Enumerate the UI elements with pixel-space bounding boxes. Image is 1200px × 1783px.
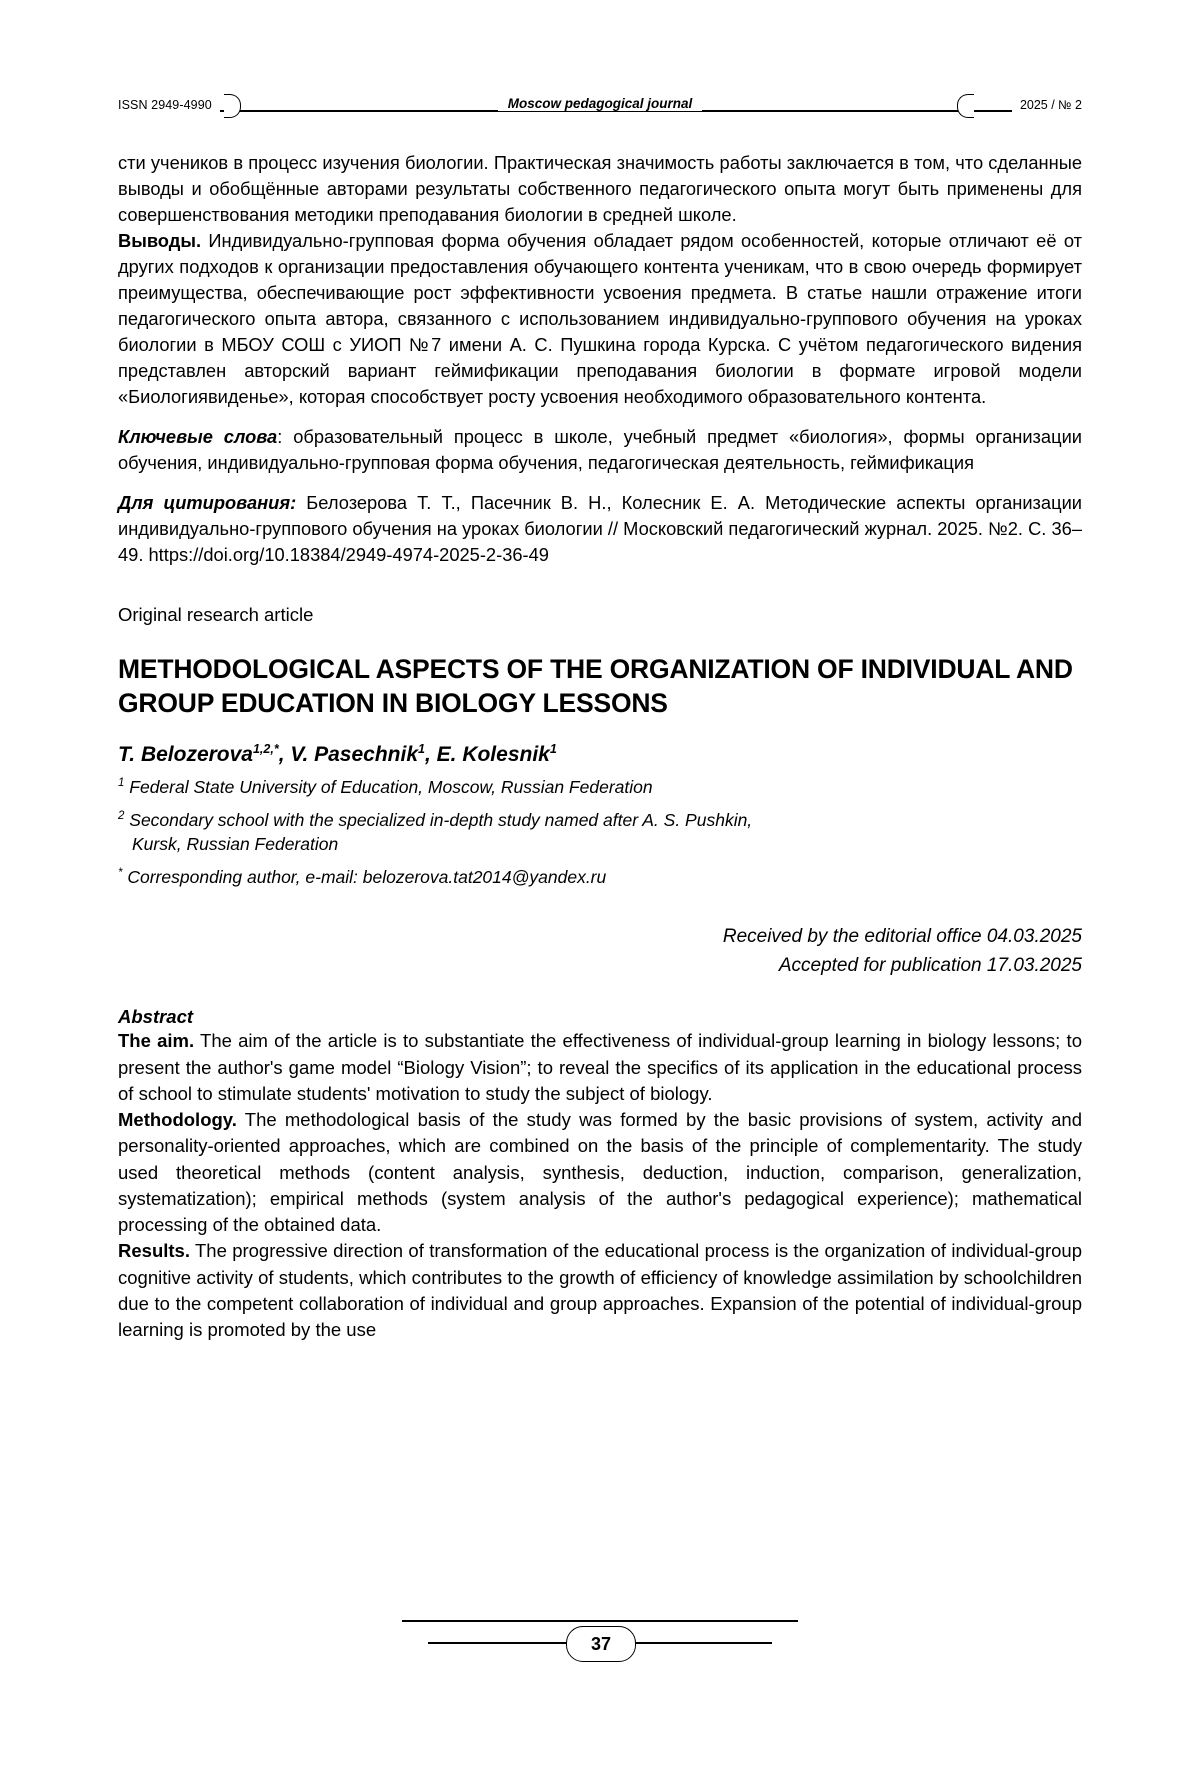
corresponding-author-text: Corresponding author, e-mail: belozerova.tat2014@yandex.ru: [127, 866, 607, 887]
affiliation-2-text: Secondary school with the specialized in-depth study named after A. S. Pushkin,: [129, 809, 753, 830]
abstract-ru-citation: [118, 490, 1082, 568]
author-1: T. Belozerova: [118, 743, 253, 767]
footer-rule-top: [402, 1620, 798, 1622]
affiliation-2-cont: Kursk, Russian Federation: [132, 833, 339, 854]
author-3-sup: 1: [549, 742, 557, 757]
author-sep-1: ,: [278, 743, 291, 767]
journal-title: [118, 96, 1082, 111]
author-3: E. Kolesnik: [436, 743, 550, 767]
affiliation-1-marker: 1: [118, 777, 125, 790]
author-2-sup: 1: [418, 742, 425, 757]
citation-label: Для цитирования:: [118, 491, 297, 513]
results-text: The progressive direction of transformation of the educational process is the organization of individual-group cognitive activity of students, which contributes to the growth of efficiency of knowledge assimilation by schoolchildren due to the competent collaboration of individual and group approaches. Expansion of the potential of individual-group learning is promoted by the use: [118, 1240, 1082, 1341]
aim-text: The aim of the article is to substantiate the effectiveness of individual-group learning in biology lessons; to present the author's game model “Biology Vision”; to reveal the specifics of its application in the educational process of school to stimulate students' motivation to study the subject of biology.: [118, 1030, 1082, 1104]
corresponding-author: [118, 866, 1082, 890]
aim-label: The aim.: [118, 1030, 195, 1052]
page-footer: [0, 1620, 1200, 1700]
abstract-methodology: [118, 1107, 1082, 1238]
author-1-sup: 1,2,*: [252, 742, 279, 757]
main-column: [118, 150, 1082, 1344]
issue-label: 2025 / № 2: [1012, 98, 1082, 112]
abstract-aim: [118, 1028, 1082, 1107]
methodology-text: The methodological basis of the study was formed by the basic provisions of system, activity and personality-oriented approaches, which are combined on the basis of the principle of complementarity. The study used theoretical methods (content analysis, synthesis, deduction, induction, comparison, generalization, systematization); empirical methods (system analysis of the author's pedagogical experience); mathematical processing of the obtained data.: [118, 1109, 1082, 1236]
abstract-results: [118, 1238, 1082, 1343]
article-type: Original research article: [118, 603, 314, 625]
abstract-ru-keywords: [118, 424, 1082, 476]
corresponding-author-marker: *: [118, 866, 123, 879]
received-date: Received by the editorial office 04.03.2025: [722, 926, 1082, 948]
submission-dates: [118, 923, 1082, 980]
conclusions-text: Индивидуально-групповая форма обучения обладает рядом особенностей, которые отличают её от других подходов к организации предоставления обучающего контента ученикам, что в свою очередь формирует преимущества, обеспечивающие рост эффективности усвоения предмета. В статье нашли отражение итоги педагогического опыта автора, связанного с использованием индивидуально-группового обучения на уроках биологии в МБОУ СОШ с УИОП №7 имени А. С. Пушкина города Курска. С учётом педагогического видения представлен авторский вариант геймификации преподавания биологии в формате игровой модели «Биологиявиденье», которая способствует росту усвоения необходимого образовательного контента.: [118, 229, 1082, 407]
affiliation-1: [118, 776, 1082, 800]
author-sep-2: ,: [424, 743, 437, 767]
affiliation-2-marker: 2: [118, 810, 125, 823]
citation-text: Белозерова Т. Т., Пасечник В. Н., Колесник Е. А. Методические аспекты организации индивидуально-группового обучения на уроках биологии // Московский педагогический журнал. 2025. №2. С. 36–49. https://doi.org/10.18384/2949-4974-2025-2-36-49: [118, 491, 1082, 565]
issn-label: ISSN 2949-4990: [118, 98, 220, 112]
conclusions-label: Выводы.: [118, 229, 202, 251]
accepted-date: Accepted for publication 17.03.2025: [778, 954, 1082, 976]
author-2: V. Pasechnik: [290, 743, 419, 767]
affiliation-1-text: Federal State University of Education, Moscow, Russian Federation: [129, 777, 653, 798]
journal-title-text: Moscow pedagogical journal: [498, 96, 703, 111]
abstract-heading: Abstract: [118, 1006, 194, 1028]
page-number: 37: [566, 1626, 636, 1662]
keywords-text: : образовательный процесс в школе, учебный предмет «биология», формы организации обучения, индивидуально-групповая форма обучения, педагогическая деятельность, геймификация: [118, 425, 1082, 473]
page-title: METHODOLOGICAL ASPECTS OF THE ORGANIZATION OF INDIVIDUAL AND GROUP EDUCATION IN BIOLOGY LESSONS: [118, 654, 1073, 718]
abstract-ru-continuation: сти учеников в процесс изучения биологии. Практическая значимость работы заключается в том, что сделанные выводы и обобщённые авторами результаты собственного педагогического опыта могут быть применены для совершенствования методики преподавания биологии в средней школе.: [118, 152, 1082, 225]
abstract-ru-conclusions: [118, 228, 1082, 410]
author-list: [118, 742, 1082, 767]
affiliation-2: [118, 809, 1082, 857]
results-label: Results.: [118, 1240, 190, 1262]
keywords-label: Ключевые слова: [118, 425, 278, 447]
methodology-label: Methodology.: [118, 1109, 237, 1131]
running-head: [118, 88, 1082, 124]
